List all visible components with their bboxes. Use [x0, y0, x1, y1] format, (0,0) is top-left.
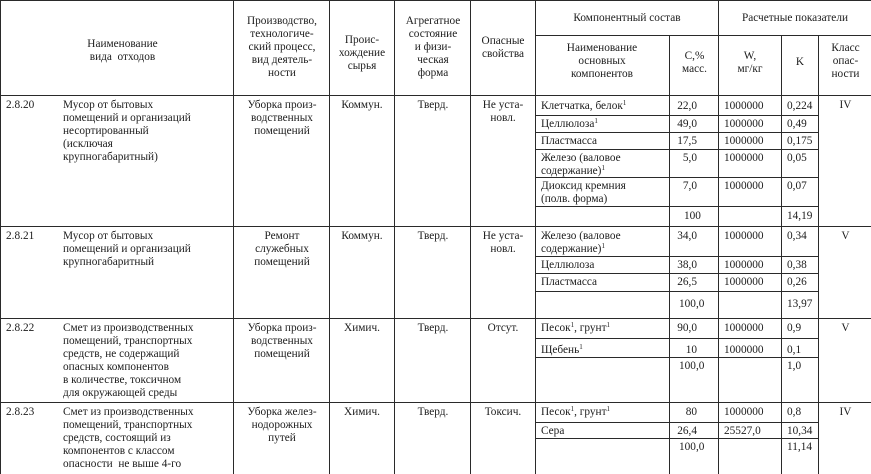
- component-w: 1000000: [724, 230, 764, 242]
- component-w: 1000000: [724, 180, 764, 192]
- row-aggregate: Тверд.: [417, 230, 449, 242]
- row-class: IV: [839, 406, 852, 418]
- component-name: Щебень$^1$: [541, 343, 583, 356]
- component-c: 26,5: [677, 276, 697, 288]
- row-hazard: Не уста- новл.: [482, 99, 524, 124]
- total-c: 100: [684, 210, 701, 222]
- component-name: Пластмасса: [541, 276, 598, 288]
- header-c-percent: С,% масс.: [682, 50, 707, 75]
- component-name: Песок$^1$, грунт$^1$: [541, 321, 611, 334]
- row-aggregate: Тверд.: [417, 322, 449, 334]
- component-name: Диоксид кремния (полв. форма): [541, 180, 626, 205]
- header-k: K: [795, 56, 805, 68]
- total-k: 13,97: [787, 298, 813, 310]
- header-aggregate: Агрегатное состояние и физи- ческая форма: [405, 15, 461, 79]
- component-k: 0,26: [787, 276, 807, 288]
- total-k: 14,19: [787, 210, 813, 222]
- footnote-mark: 1: [601, 164, 605, 172]
- row-process: Уборка произ- водственных помещений: [247, 99, 317, 137]
- header-calc: Расчетные показатели: [741, 12, 849, 24]
- component-w: 1000000: [724, 322, 764, 334]
- row-origin: Химич.: [344, 322, 380, 334]
- total-c: 100,0: [679, 360, 705, 372]
- component-w: 1000000: [724, 406, 764, 418]
- total-c: 100,0: [679, 441, 705, 453]
- footnote-mark: 1: [606, 321, 611, 329]
- component-k: 0,8: [787, 406, 802, 418]
- footnote-mark: 1: [579, 343, 583, 351]
- row-name: Мусор от бытовых помещений и организаций несортированный (исключая крупногабаритный): [63, 99, 191, 163]
- component-c: 10: [685, 344, 697, 356]
- row-hazard: Токсич.: [484, 406, 522, 418]
- header-hazard: Опасные свойства: [481, 35, 525, 60]
- footnote-mark: 1: [570, 321, 575, 329]
- row-name: Смет из производственных помещений, транспортных средств, не содержащий опасных компонентов в количестве, токсичном для окружающей среды: [63, 322, 194, 399]
- row-code: 2.8.20: [6, 99, 35, 111]
- footnote-mark: 1: [606, 405, 611, 413]
- component-k: 10,34: [787, 425, 813, 437]
- component-name: Железо (валовое содержание)$^1$: [541, 152, 621, 177]
- component-k: 0,1: [787, 344, 802, 356]
- row-origin: Коммун.: [341, 99, 383, 111]
- header-name: Наименование вида отходов: [87, 38, 158, 63]
- component-name: Целлюлоза: [541, 259, 595, 271]
- header-origin: Проис- хождение сырья: [338, 34, 386, 72]
- component-w: 25527,0: [724, 425, 761, 437]
- component-name: Железо (валовое содержание)$^1$: [541, 230, 621, 255]
- component-name: Целлюлоза$^1$: [541, 117, 598, 130]
- row-hazard: Не уста- новл.: [482, 230, 524, 255]
- total-k: 1,0: [787, 360, 802, 372]
- component-c: 34,0: [677, 230, 697, 242]
- header-class: Класс опас- ности: [831, 42, 860, 80]
- header-process: Производство, технологиче- ский процесс, вид деятель- ности: [247, 15, 317, 79]
- row-code: 2.8.22: [6, 322, 35, 334]
- footnote-mark: 1: [594, 117, 598, 125]
- component-k: 0,38: [787, 259, 807, 271]
- component-k: 0,175: [787, 135, 813, 147]
- component-w: 1000000: [724, 118, 764, 130]
- row-origin: Химич.: [344, 406, 380, 418]
- component-c: 90,0: [677, 322, 697, 334]
- component-w: 1000000: [724, 152, 764, 164]
- component-c: 5,0: [682, 152, 697, 164]
- component-name: Песок$^1$, грунт$^1$: [541, 405, 611, 418]
- row-process: Уборка желез- нодорожных путей: [247, 406, 317, 444]
- component-c: 7,0: [682, 180, 697, 192]
- component-w: 1000000: [724, 276, 764, 288]
- component-w: 1000000: [724, 344, 764, 356]
- component-w: 1000000: [724, 135, 764, 147]
- header-composition: Компонентный состав: [573, 12, 681, 24]
- component-c: 38,0: [677, 259, 697, 271]
- row-code: 2.8.21: [6, 230, 35, 242]
- component-k: 0,05: [787, 152, 807, 164]
- total-k: 11,14: [787, 441, 812, 453]
- header-component-name: Наименование основных компонентов: [566, 42, 638, 80]
- row-process: Уборка произ- водственных помещений: [247, 322, 317, 360]
- component-k: 0,9: [787, 322, 802, 334]
- row-origin: Коммун.: [341, 230, 383, 242]
- component-c: 49,0: [677, 118, 697, 130]
- row-name: Смет из производственных помещений, транспортных средств, состоящий из компонентов с классом опасности не выше 4-го: [63, 406, 194, 470]
- row-aggregate: Тверд.: [417, 99, 449, 111]
- component-name: Пластмасса: [541, 135, 598, 147]
- row-class: IV: [839, 99, 852, 111]
- component-w: 1000000: [724, 259, 764, 271]
- component-k: 0,224: [787, 100, 813, 112]
- row-name: Мусор от бытовых помещений и организаций крупногабаритный: [63, 230, 191, 268]
- total-c: 100,0: [679, 298, 705, 310]
- row-code: 2.8.23: [6, 406, 35, 418]
- row-hazard: Отсут.: [487, 322, 519, 334]
- footnote-mark: 1: [570, 405, 575, 413]
- component-k: 0,49: [787, 118, 807, 130]
- component-name: Сера: [541, 425, 565, 437]
- component-w: 1000000: [724, 100, 764, 112]
- component-c: 80: [685, 406, 697, 418]
- header-w: W, мг/кг: [737, 50, 763, 75]
- row-process: Ремонт служебных помещений: [254, 230, 310, 268]
- footnote-mark: 1: [601, 242, 605, 250]
- row-aggregate: Тверд.: [417, 406, 449, 418]
- component-c: 22,0: [677, 100, 697, 112]
- component-k: 0,34: [787, 230, 807, 242]
- component-name: Клетчатка, белок$^1$: [541, 99, 627, 112]
- component-c: 17,5: [677, 135, 697, 147]
- footnote-mark: 1: [622, 99, 627, 107]
- row-class: V: [841, 230, 850, 242]
- component-k: 0,07: [787, 180, 807, 192]
- component-c: 26,4: [677, 425, 697, 437]
- row-class: V: [841, 322, 850, 334]
